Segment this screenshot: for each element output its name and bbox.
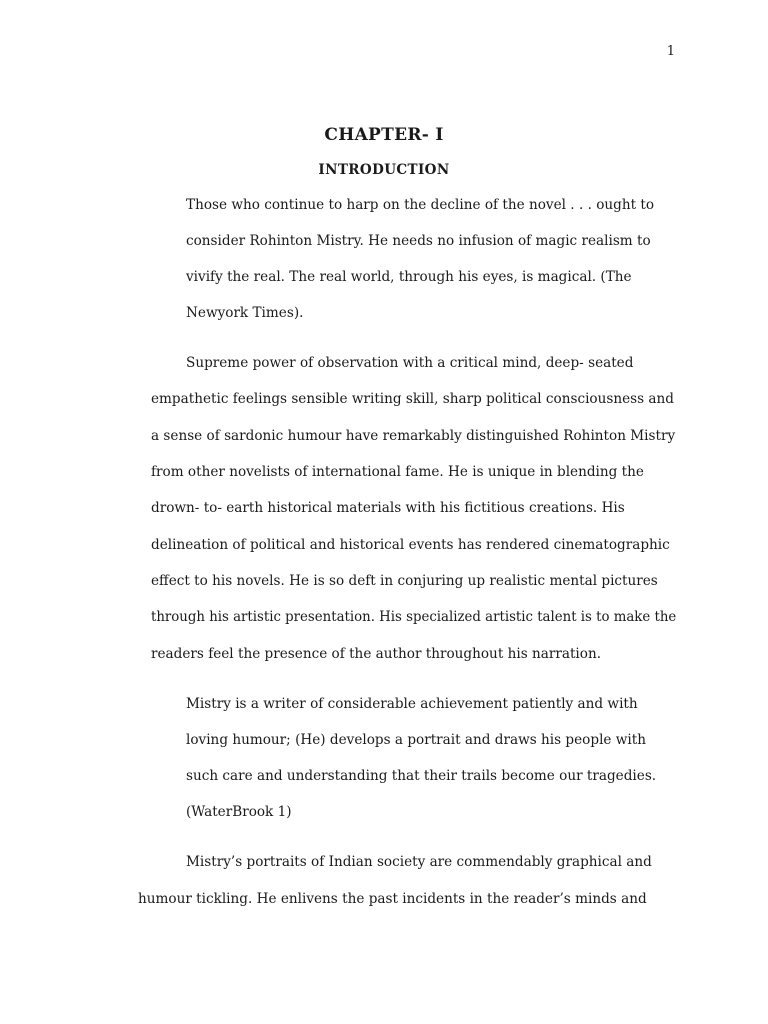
- paragraph1-line: Supreme power of observation with a critical mind, deep- seated: [186, 355, 634, 371]
- paragraph1-line: readers feel the presence of the author throughout his narration.: [151, 646, 602, 662]
- quote2-line: such care and understanding that their trails become our tragedies.: [186, 768, 657, 784]
- section-title: INTRODUCTION: [318, 162, 450, 178]
- paragraph1-line: a sense of sardonic humour have remarkably distinguished Rohinton Mistry: [151, 428, 676, 444]
- paragraph1-line: from other novelists of international fame. He is unique in blending the: [151, 464, 644, 480]
- quote2-line: (WaterBrook 1): [186, 804, 292, 820]
- quote2-line: Mistry is a writer of considerable achievement patiently and with: [186, 696, 638, 712]
- paragraph1-line: effect to his novels. He is so deft in conjuring up realistic mental pictures: [151, 573, 658, 589]
- paragraph2-line: humour tickling. He enlivens the past incidents in the reader’s minds and: [138, 891, 647, 907]
- quote1-line: Newyork Times).: [186, 305, 304, 321]
- quote1-line: Those who continue to harp on the decline of the novel . . . ought to: [186, 197, 655, 213]
- paragraph1-line: empathetic feelings sensible writing skill, sharp political consciousness and: [151, 391, 674, 407]
- paragraph1-line: delineation of political and historical events has rendered cinematographic: [151, 537, 670, 553]
- chapter-title: CHAPTER- I: [324, 125, 444, 145]
- quote2-line: loving humour; (He) develops a portrait and draws his people with: [186, 732, 646, 748]
- paragraph2-line: Mistry’s portraits of Indian society are commendably graphical and: [186, 854, 652, 870]
- paragraph1-line: through his artistic presentation. His specialized artistic talent is to make the: [151, 609, 677, 625]
- paragraph1-line: drown- to- earth historical materials with his fictitious creations. His: [151, 500, 625, 516]
- quote1-line: vivify the real. The real world, through his eyes, is magical. (The: [186, 269, 632, 285]
- quote1-line: consider Rohinton Mistry. He needs no infusion of magic realism to: [186, 233, 651, 249]
- page-number: 1: [666, 44, 675, 59]
